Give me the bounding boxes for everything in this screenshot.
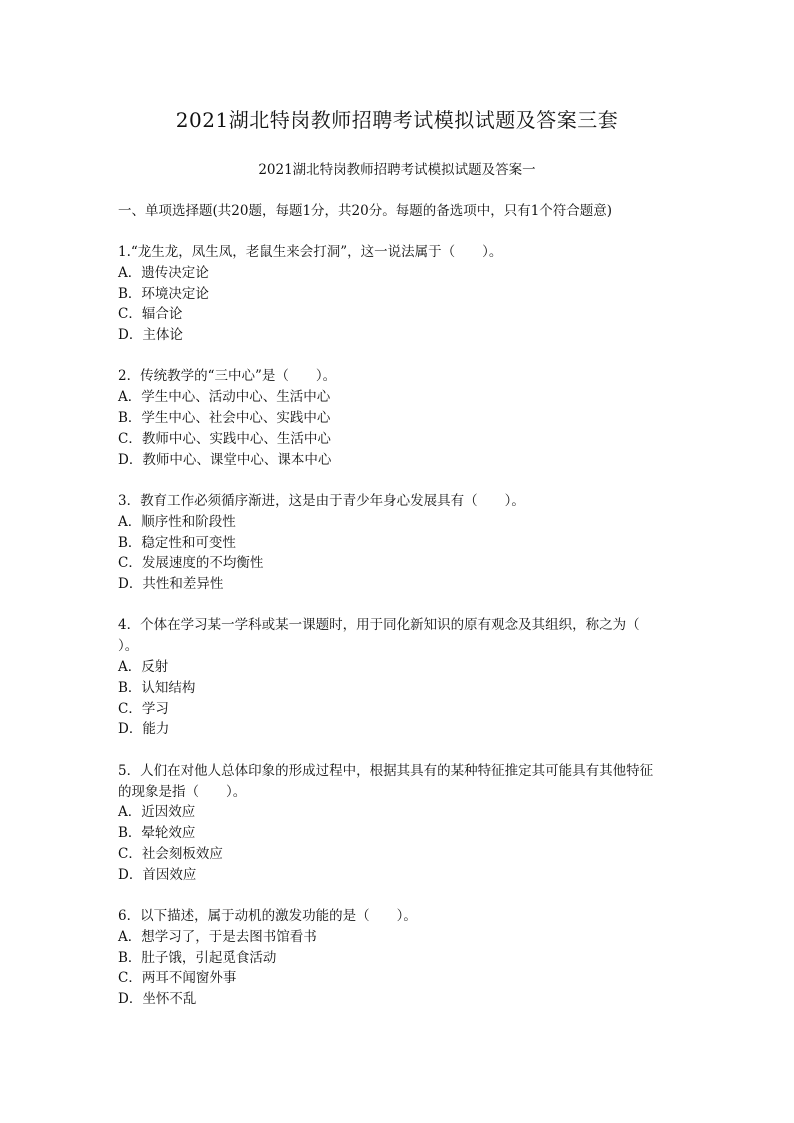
question-6 [118, 906, 688, 1010]
option-c: C．发展速度的不均衡性 [118, 555, 264, 572]
option-b: B．稳定性和可变性 [118, 534, 236, 551]
option-a: A．遗传决定论 [118, 264, 209, 281]
option-d: D．教师中心、课堂中心、课本中心 [118, 451, 332, 468]
section-heading: 一、单项选择题(共20题，每题1分，共20分。每题的备选项中，只有1个符合题意) [118, 203, 613, 219]
option-b: B．环境决定论 [118, 285, 209, 302]
question-stem: 2．传统教学的“三中心”是（ ）。 [118, 368, 337, 385]
option-a: A．学生中心、活动中心、生活中心 [118, 389, 331, 406]
option-c: C．教师中心、实践中心、生活中心 [118, 430, 331, 447]
question-stem: 1.“龙生龙，凤生凤，老鼠生来会打洞”，这一说法属于（ ）。 [118, 244, 503, 260]
option-c: C．学习 [118, 700, 169, 717]
question-stem-continued: 的现象是指（ ）。 [118, 783, 247, 800]
question-3 [118, 491, 688, 595]
option-b: B．肚子饿，引起觅食活动 [118, 949, 277, 966]
question-stem: 5．人们在对他人总体印象的形成过程中，根据其具有的某种特征推定其可能具有其他特征 [118, 762, 654, 779]
option-b: B．认知结构 [118, 679, 196, 696]
option-d: D．主体论 [118, 327, 183, 344]
option-a: A．近因效应 [118, 804, 196, 821]
document-subtitle: 2021湖北特岗教师招聘考试模拟试题及答案一 [258, 162, 536, 178]
option-b: B．晕轮效应 [118, 825, 196, 842]
option-a: A．反射 [118, 659, 169, 676]
question-list [118, 242, 688, 1031]
question-2 [118, 366, 688, 470]
option-c: C．社会刻板效应 [118, 845, 223, 862]
option-c: C．辐合论 [118, 306, 183, 323]
option-d: D．首因效应 [118, 866, 197, 883]
option-d: D．共性和差异性 [118, 576, 224, 593]
option-b: B．学生中心、社会中心、实践中心 [118, 410, 331, 427]
question-stem-continued: ）。 [118, 638, 139, 655]
question-1 [118, 242, 688, 346]
option-d: D．能力 [118, 721, 170, 738]
question-4 [118, 615, 688, 740]
option-c: C．两耳不闻窗外事 [118, 970, 237, 987]
option-d: D．坐怀不乱 [118, 991, 197, 1008]
question-stem: 6．以下描述，属于动机的激发功能的是（ ）。 [118, 908, 417, 925]
question-stem: 4．个体在学习某一学科或某一课题时，用于同化新知识的原有观念及其组织，称之为（ [118, 617, 640, 634]
question-stem: 3．教育工作必须循序渐进，这是由于青少年身心发展具有（ ）。 [118, 492, 525, 509]
option-a: A．想学习了，于是去图书馆看书 [118, 928, 317, 945]
question-5 [118, 761, 688, 886]
document-title: 2021湖北特岗教师招聘考试模拟试题及答案三套 [175, 108, 619, 132]
option-a: A．顺序性和阶段性 [118, 513, 236, 530]
